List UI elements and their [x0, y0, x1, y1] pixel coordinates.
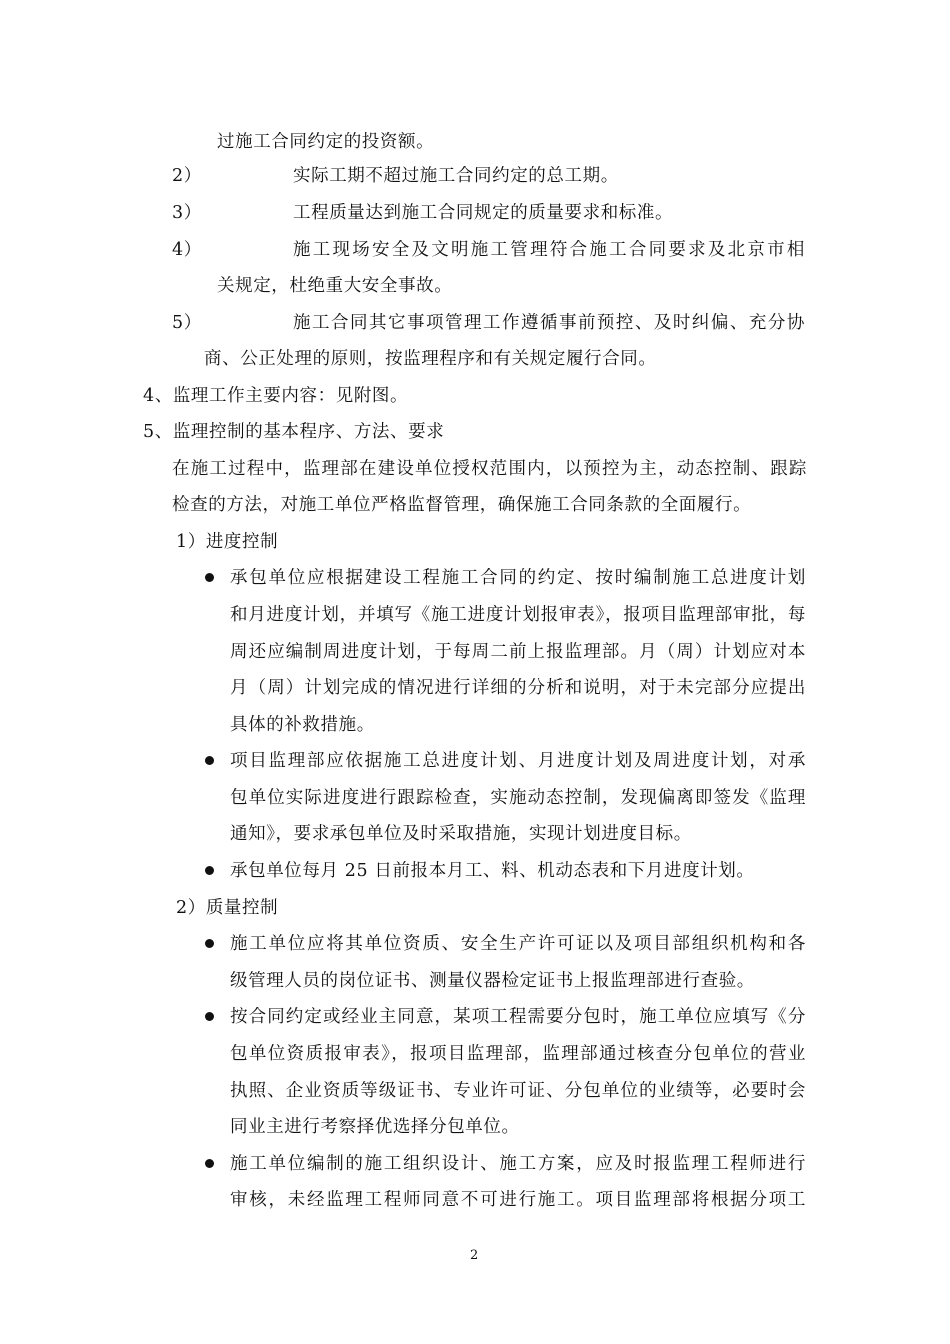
text-line: 承包单位每月 25 日前报本月工、料、机动态表和下月进度计划。	[230, 861, 755, 881]
text-line: 项目监理部应依据施工总进度计划、月进度计划及周进度计划，对承	[230, 751, 806, 771]
bullet-icon	[205, 573, 214, 582]
text-line: 审核，未经监理工程师同意不可进行施工。项目监理部将根据分项工	[230, 1190, 806, 1210]
subsection-heading: 1）进度控制	[176, 532, 279, 552]
text-line: 商、公正处理的原则，按监理程序和有关规定履行合同。	[204, 349, 657, 369]
text-line: 施工现场安全及文明施工管理符合施工合同要求及北京市相	[293, 240, 805, 260]
text-line: 按合同约定或经业主同意，某项工程需要分包时，施工单位应填写《分	[230, 1007, 806, 1027]
text-line: 和月进度计划，并填写《施工进度计划报审表》，报项目监理部审批，每	[230, 605, 806, 625]
text-line: 通知》，要求承包单位及时采取措施，实现计划进度目标。	[230, 824, 692, 844]
bullet-icon	[205, 866, 214, 875]
text-line: 级管理人员的岗位证书、测量仪器检定证书上报监理部进行查验。	[230, 971, 755, 991]
text-line: 承包单位应根据建设工程施工合同的约定、按时编制施工总进度计划	[230, 568, 806, 588]
bullet-icon	[205, 756, 214, 765]
text-line: 具体的补救措施。	[230, 715, 375, 735]
list-number: 5）	[172, 313, 202, 333]
text-line: 包单位实际进度进行跟踪检查，实施动态控制，发现偏离即签发《监理	[230, 788, 806, 808]
text-line: 包单位资质报审表》，报项目监理部，监理部通过核查分包单位的营业	[230, 1044, 806, 1064]
text-line: 同业主进行考察择优选择分包单位。	[230, 1117, 520, 1137]
text-line: 施工单位编制的施工组织设计、施工方案，应及时报监理工程师进行	[230, 1154, 806, 1174]
text-line: 月（周）计划完成的情况进行详细的分析和说明，对于未完部分应提出	[230, 678, 806, 698]
text-line: 工程质量达到施工合同规定的质量要求和标准。	[293, 203, 674, 223]
text-line: 施工合同其它事项管理工作遵循事前预控、及时纠偏、充分协	[293, 313, 805, 333]
text-line: 检查的方法，对施工单位严格监督管理，确保施工合同条款的全面履行。	[172, 495, 752, 515]
list-number: 2）	[172, 166, 202, 186]
text-line: 关规定，杜绝重大安全事故。	[217, 276, 453, 296]
text-line: 执照、企业资质等级证书、专业许可证、分包单位的业绩等，必要时会	[230, 1081, 806, 1101]
text-line: 实际工期不超过施工合同约定的总工期。	[293, 166, 619, 186]
bullet-icon	[205, 1159, 214, 1168]
section-heading: 4、监理工作主要内容：见附图。	[143, 386, 409, 406]
section-heading: 5、监理控制的基本程序、方法、要求	[143, 422, 445, 442]
bullet-icon	[205, 1012, 214, 1021]
text-line: 过施工合同约定的投资额。	[217, 132, 435, 152]
text-line: 施工单位应将其单位资质、安全生产许可证以及项目部组织机构和各	[230, 934, 806, 954]
list-number: 3）	[172, 203, 202, 223]
subsection-heading: 2）质量控制	[176, 898, 279, 918]
list-number: 4）	[172, 240, 202, 260]
page-number: 2	[470, 1248, 479, 1263]
text-line: 在施工过程中，监理部在建设单位授权范围内，以预控为主，动态控制、跟踪	[172, 459, 807, 479]
bullet-icon	[205, 939, 214, 948]
text-line: 周还应编制周进度计划，于每周二前上报监理部。月（周）计划应对本	[230, 642, 806, 662]
